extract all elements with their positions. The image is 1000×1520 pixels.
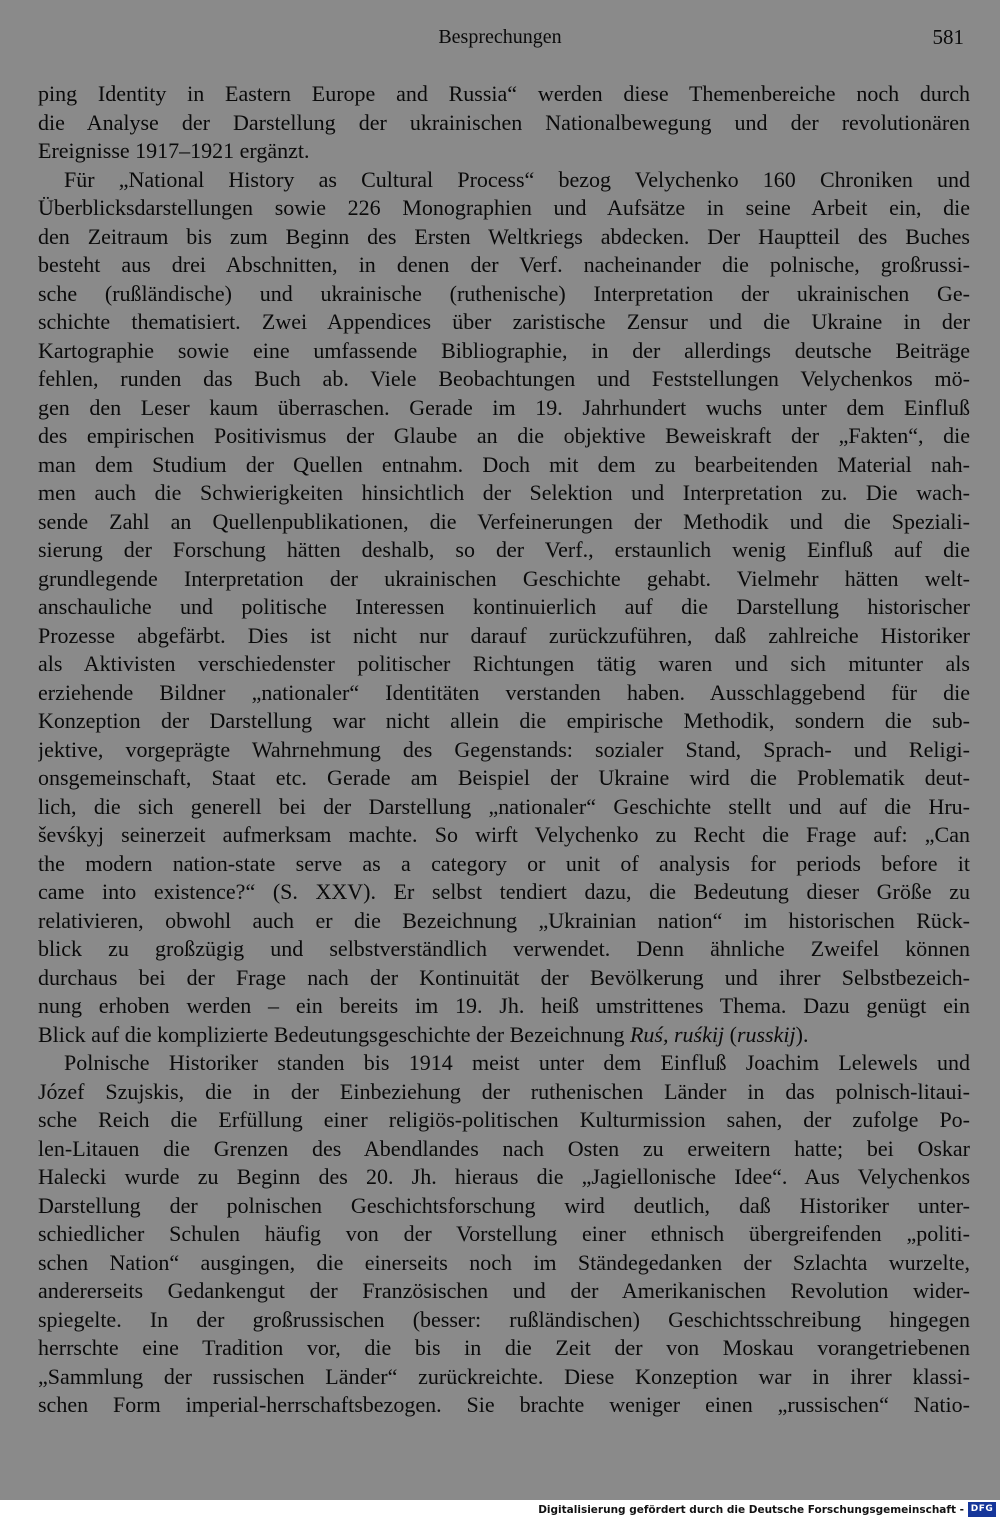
- text-line: [38, 1078, 970, 1107]
- text-run: besteht aus drei Abschnitten, in denen der Verf. nacheinander die polnische, großrussi-: [38, 252, 970, 277]
- text-run: Kartographie sowie eine umfassende Bibliographie, in der allerdings deutsche Beiträge: [38, 337, 970, 363]
- text-line: [38, 365, 970, 394]
- text-run: die Analyse der Darstellung der ukrainischen Nationalbewegung und der revolutionären: [38, 109, 970, 135]
- text-run: „Sammlung der russischen Länder“ zurückreichte. Diese Konzeption war in ihrer klassi-: [38, 1363, 970, 1389]
- text-run: anschauliche und politische Interessen kontinuierlich auf die Darstellung historischer: [38, 594, 970, 619]
- body-text: [38, 80, 970, 1420]
- text-line: [38, 536, 970, 565]
- dfg-logo: DFG: [968, 1502, 996, 1517]
- text-line: [38, 1334, 970, 1363]
- text-line: [38, 194, 970, 223]
- text-line: [38, 878, 970, 907]
- text-line: [38, 1249, 970, 1278]
- text-line: [38, 1021, 970, 1050]
- text-run: spiegelte. In der großrussischen (besser: rußländischen) Geschichtsschreibung hingegen: [38, 1306, 970, 1332]
- text-run: jektive, vorgeprägte Wahrnehmung des Gegenstands: sozialer Stand, Sprach- und Religi-: [38, 736, 970, 762]
- running-header: [0, 22, 1000, 52]
- text-run: gen den Leser kaum überraschen. Gerade im 19. Jahrhundert wuchs unter dem Einfluß: [38, 394, 970, 420]
- text-run: schen Nation“ ausgingen, die einerseits noch im Ständegedanken der Szlachta wurzelte,: [38, 1249, 970, 1275]
- text-line: [38, 280, 970, 309]
- text-line: [38, 964, 970, 993]
- text-run: men auch die Schwierigkeiten hinsichtlich der Selektion und Interpretation zu. Die wach-: [38, 480, 970, 505]
- text-line: [38, 308, 970, 337]
- digitization-footer: [0, 1500, 1000, 1520]
- text-run: Blick auf die komplizierte Bedeutungsgeschichte der Bezeichnung: [38, 1021, 630, 1047]
- text-run: Halecki wurde zu Beginn des 20. Jh. hieraus die „Jagiellonische Idee“. Aus Velychenkos: [38, 1164, 970, 1189]
- text-line: [38, 679, 970, 708]
- text-run: came into existence?“ (S. XXV). Er selbst tendiert dazu, die Bedeutung dieser Größe zu: [38, 879, 970, 904]
- text-line: [38, 650, 970, 679]
- text-run: man dem Studium der Quellen entnahm. Doch mit dem zu bearbeitenden Material nah-: [38, 451, 970, 477]
- text-line: [38, 508, 970, 537]
- text-run: ping Identity in Eastern Europe and Russia“ werden diese Themenbereiche noch durch: [38, 81, 970, 106]
- text-run: schichte thematisiert. Zwei Appendices über zaristische Zensur und die Ukraine in der: [38, 309, 970, 334]
- text-run: the modern nation-state serve as a category or unit of analysis for periods before it: [38, 850, 970, 876]
- text-line: [38, 422, 970, 451]
- text-run: relativieren, obwohl auch er die Bezeichnung „Ukrainian nation“ im historischen Rück-: [38, 907, 970, 933]
- text-line: [38, 394, 970, 423]
- paragraph: [38, 1049, 970, 1420]
- text-line: [38, 793, 970, 822]
- text-line: [38, 850, 970, 879]
- text-run: andererseits Gedankengut der Französischen und der Amerikanischen Revolution wider-: [38, 1278, 970, 1303]
- text-line: [38, 1192, 970, 1221]
- text-run: des empirischen Positivismus der Glaube an die objektive Beweiskraft der „Fakten“, die: [38, 423, 970, 448]
- text-line: [38, 1363, 970, 1392]
- text-run: den Zeitraum bis zum Beginn des Ersten Weltkriegs abdecken. Der Hauptteil des Buches: [38, 223, 970, 249]
- italic-term: Ruś, ruśkij: [629, 1021, 725, 1047]
- text-line: [38, 622, 970, 651]
- text-run: lich, die sich generell bei der Darstellung „nationaler“ Geschichte stellt und auf die Hru-: [38, 793, 970, 819]
- italic-term: russkij: [736, 1021, 796, 1047]
- text-line: [38, 223, 970, 252]
- text-line: [38, 80, 970, 109]
- text-run: Für „National History as Cultural Process“ bezog Velychenko 160 Chroniken und: [64, 166, 970, 192]
- text-run: ševśkyj seinerzeit aufmerksam machte. So wirft Velychenko zu Recht die Frage auf: „Can: [38, 822, 970, 847]
- text-run: onsgemeinschaft, Staat etc. Gerade am Beispiel der Ukraine wird die Problematik deut-: [38, 765, 970, 790]
- text-line: [38, 764, 970, 793]
- text-line: [38, 992, 970, 1021]
- text-run: herrschte eine Tradition vor, die bis in die Zeit der von Moskau vorangetriebenen: [38, 1335, 970, 1360]
- text-line: [38, 935, 970, 964]
- text-line: [38, 479, 970, 508]
- text-line: [38, 166, 970, 195]
- running-title: Besprechungen: [438, 26, 562, 48]
- text-line: [38, 1391, 970, 1420]
- text-line: [38, 109, 970, 138]
- text-run: als Aktivisten verschiedenster politischer Richtungen tätig waren und sich mitunter als: [38, 651, 970, 676]
- text-line: [38, 907, 970, 936]
- text-run: sende Zahl an Quellenpublikationen, die Verfeinerungen der Methodik und die Speziali-: [38, 508, 970, 534]
- text-run: Konzeption der Darstellung war nicht allein die empirische Methodik, sondern die sub-: [38, 708, 970, 733]
- text-run: sche Reich die Erfüllung einer religiös-politischen Kulturmission sahen, der zufolge Po-: [38, 1107, 970, 1132]
- paragraph: [38, 166, 970, 1050]
- text-run: Überblicksdarstellungen sowie 226 Monographien und Aufsätze in seine Arbeit ein, die: [38, 195, 970, 220]
- text-run: sierung der Forschung hätten deshalb, so der Verf., erstaunlich wenig Einfluß auf die: [38, 537, 970, 562]
- text-line: [38, 707, 970, 736]
- text-run: schiedlicher Schulen häufig von der Vorstellung einer ethnisch übergreifenden „politi-: [38, 1221, 970, 1246]
- text-line: [38, 1277, 970, 1306]
- text-run: sche (rußländische) und ukrainische (ruthenische) Interpretation der ukrainischen Ge-: [38, 280, 970, 306]
- text-run: Ereignisse 1917–1921 ergänzt.: [38, 138, 310, 163]
- funding-note: Digitalisierung gefördert durch die Deutsche Forschungsgemeinschaft -: [538, 1504, 964, 1516]
- text-run: Józef Szujskis, die in der Einbeziehung der ruthenischen Länder in das polnisch-litaui-: [38, 1078, 970, 1104]
- text-run: blick zu großzügig und selbstverständlich verwendet. Denn ähnliche Zweifel können: [38, 936, 970, 961]
- text-run: ).: [795, 1021, 809, 1047]
- text-run: Polnische Historiker standen bis 1914 meist unter dem Einfluß Joachim Lelewels und: [64, 1050, 970, 1075]
- paragraph: [38, 80, 970, 166]
- text-line: [38, 1135, 970, 1164]
- text-run: nung erhoben werden – ein bereits im 19. Jh. heiß umstrittenes Thema. Dazu genügt ein: [38, 993, 970, 1018]
- text-run: durchaus bei der Frage nach der Kontinuität der Bevölkerung und ihrer Selbstbezeich-: [38, 964, 970, 990]
- text-line: [38, 1163, 970, 1192]
- page-number: 581: [932, 25, 964, 49]
- text-run: len-Litauen die Grenzen des Abendlandes nach Osten zu erweitern hatte; bei Oskar: [38, 1135, 970, 1161]
- text-line: [38, 593, 970, 622]
- text-line: [38, 736, 970, 765]
- text-line: [38, 337, 970, 366]
- text-run: Darstellung der polnischen Geschichtsforschung wird deutlich, daß Historiker unter-: [38, 1192, 970, 1218]
- text-line: [38, 251, 970, 280]
- text-line: [38, 451, 970, 480]
- text-run: fehlen, runden das Buch ab. Viele Beobachtungen und Feststellungen Velychenkos mö-: [38, 366, 970, 391]
- text-run: (: [724, 1021, 737, 1047]
- text-line: [38, 137, 970, 166]
- text-line: [38, 1306, 970, 1335]
- text-line: [38, 1106, 970, 1135]
- text-line: [38, 1049, 970, 1078]
- text-run: grundlegende Interpretation der ukrainischen Geschichte gehabt. Vielmehr hätten welt-: [38, 565, 970, 591]
- text-run: erziehende Bildner „nationaler“ Identitäten verstanden haben. Ausschlaggebend für die: [38, 679, 970, 705]
- text-line: [38, 565, 970, 594]
- text-line: [38, 821, 970, 850]
- text-run: Prozesse abgefärbt. Dies ist nicht nur darauf zurückzuführen, daß zahlreiche Historiker: [38, 622, 970, 648]
- text-run: schen Form imperial-herrschaftsbezogen. Sie brachte weniger einen „russischen“ Natio-: [38, 1392, 970, 1417]
- text-line: [38, 1220, 970, 1249]
